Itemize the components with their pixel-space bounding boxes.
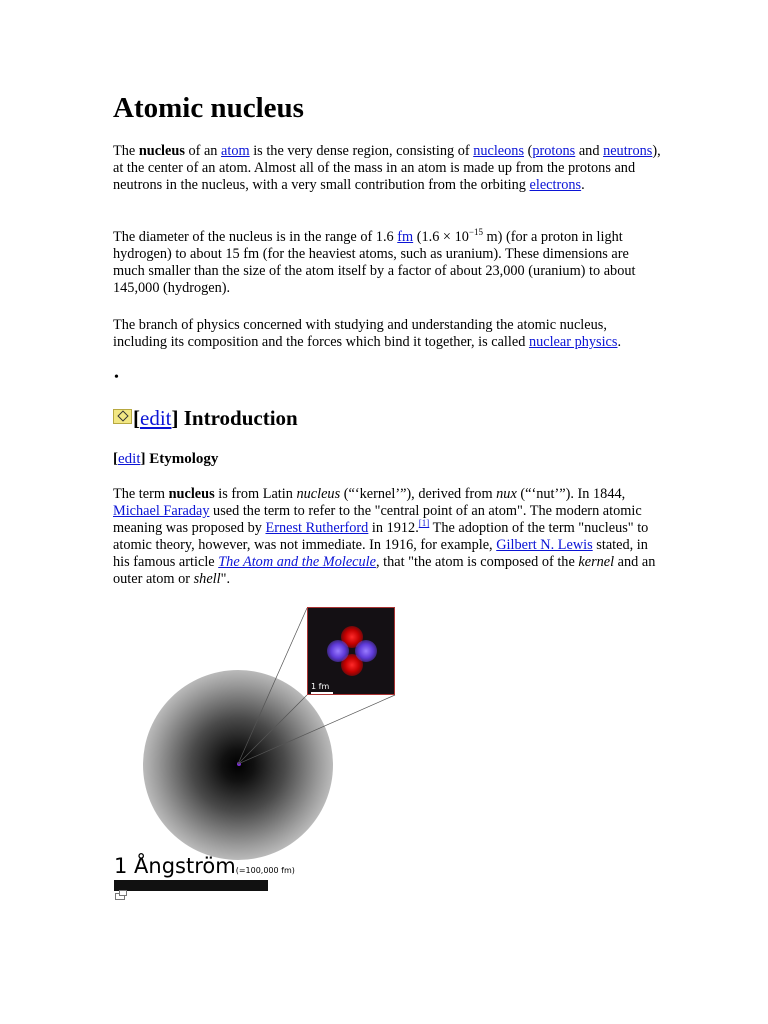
- reference-link[interactable]: [1]: [418, 518, 430, 529]
- page-title: Atomic nucleus: [113, 92, 304, 124]
- text: and an outer atom or: [113, 554, 656, 587]
- bracket: [: [113, 451, 118, 467]
- text: of an: [184, 143, 222, 159]
- text: used the term to refer to the "central point of an atom". The modern atomic meaning was proposed by: [113, 503, 642, 536]
- electrons-link[interactable]: electrons: [529, 177, 582, 193]
- inset-scale-bar: [311, 692, 333, 694]
- angstrom-scale-bar: [114, 880, 268, 891]
- text: stated, in his famous article: [113, 537, 648, 570]
- heading-text: Introduction: [178, 406, 298, 430]
- text: is from Latin: [214, 486, 297, 502]
- etymology-paragraph: [113, 486, 661, 588]
- italic-term: kernel: [578, 554, 615, 570]
- introduction-heading: [113, 404, 298, 432]
- intro-paragraph: [113, 143, 661, 194]
- bullet: •: [114, 370, 119, 385]
- text: ), at the center of an atom. Almost all of the mass in an atom is made up from the protons and neutrons in the nucleus, with a very small contribution from the orbiting: [113, 143, 661, 193]
- inset-scale-label: 1 fm: [311, 682, 330, 691]
- text: The adoption of the term "nucleus" to atomic theory, however, was not immediate. In 1916, for example,: [113, 520, 649, 553]
- text: (1.6 × 10: [413, 229, 469, 245]
- edit-pencil-icon[interactable]: [113, 409, 132, 424]
- neutron-left: [327, 640, 349, 662]
- edit-introduction-link[interactable]: edit: [140, 406, 172, 430]
- text: (“‘nut’”). In 1844,: [516, 486, 626, 502]
- italic-term: nux: [496, 486, 517, 502]
- angstrom-scale-label: [114, 854, 295, 883]
- text: in 1912.: [368, 520, 419, 536]
- physics-paragraph: [113, 317, 661, 351]
- text: The diameter of the nucleus is in the range of 1.6: [113, 229, 398, 245]
- text: and: [575, 143, 604, 159]
- text: .: [617, 334, 622, 350]
- protons-link[interactable]: protons: [532, 143, 576, 159]
- bracket: ]: [140, 451, 146, 467]
- neutron-right: [355, 640, 377, 662]
- atom-link[interactable]: atom: [221, 143, 250, 159]
- text: The term: [113, 486, 169, 502]
- scale-sub: (=100,000 fm): [235, 866, 295, 875]
- text: m) (for a proton in light hydrogen) to about 15 fm (for the heaviest atoms, such as uranium). These dimensions are much smaller than the size of the atom itself by a factor of about 23,000 (uranium) to about 145,000 (hydrogen).: [113, 229, 636, 296]
- article-link[interactable]: [218, 554, 376, 570]
- diameter-paragraph: [113, 229, 661, 297]
- atom-figure[interactable]: [140, 600, 410, 860]
- text: .: [581, 177, 585, 193]
- text: (“‘kernel’”), derived from: [340, 486, 497, 502]
- text: is the very dense region, consisting of: [249, 143, 474, 159]
- gilbert-lewis-link[interactable]: Gilbert N. Lewis: [496, 537, 593, 553]
- edit-etymology-link[interactable]: edit: [118, 451, 141, 467]
- exponent: −15: [468, 227, 483, 238]
- heading-text: Etymology: [145, 451, 219, 467]
- text: (: [524, 143, 533, 159]
- text: , that "the atom is composed of the: [375, 554, 579, 570]
- zoom-line-bottom: [238, 695, 395, 764]
- enlarge-icon[interactable]: [115, 893, 125, 900]
- etymology-heading: [113, 449, 218, 469]
- zoom-line-top: [238, 608, 307, 764]
- nucleus-inset: [307, 607, 395, 695]
- ernest-rutherford-link[interactable]: Ernest Rutherford: [265, 520, 369, 536]
- text: The branch of physics concerned with studying and understanding the atomic nucleus, including its composition and the forces which bind it together, is called: [113, 317, 607, 350]
- bracket: ]: [171, 406, 179, 430]
- italic-term: nucleus: [296, 486, 341, 502]
- nucleons-link[interactable]: nucleons: [473, 143, 525, 159]
- article-title: The Atom and the Molecule: [218, 554, 376, 570]
- michael-faraday-link[interactable]: Michael Faraday: [113, 503, 210, 519]
- italic-term: shell: [193, 571, 221, 587]
- zoom-line-mid: [238, 695, 307, 764]
- scale-main: 1 Ångström: [114, 854, 236, 878]
- text: The: [113, 143, 139, 159]
- bracket: [: [133, 406, 140, 430]
- bold-term: nucleus: [168, 486, 215, 502]
- fm-link[interactable]: fm: [397, 229, 414, 245]
- bold-term: nucleus: [138, 143, 185, 159]
- nuclear-physics-link[interactable]: nuclear physics: [528, 334, 618, 350]
- text: ".: [220, 571, 231, 587]
- neutrons-link[interactable]: neutrons: [603, 143, 653, 159]
